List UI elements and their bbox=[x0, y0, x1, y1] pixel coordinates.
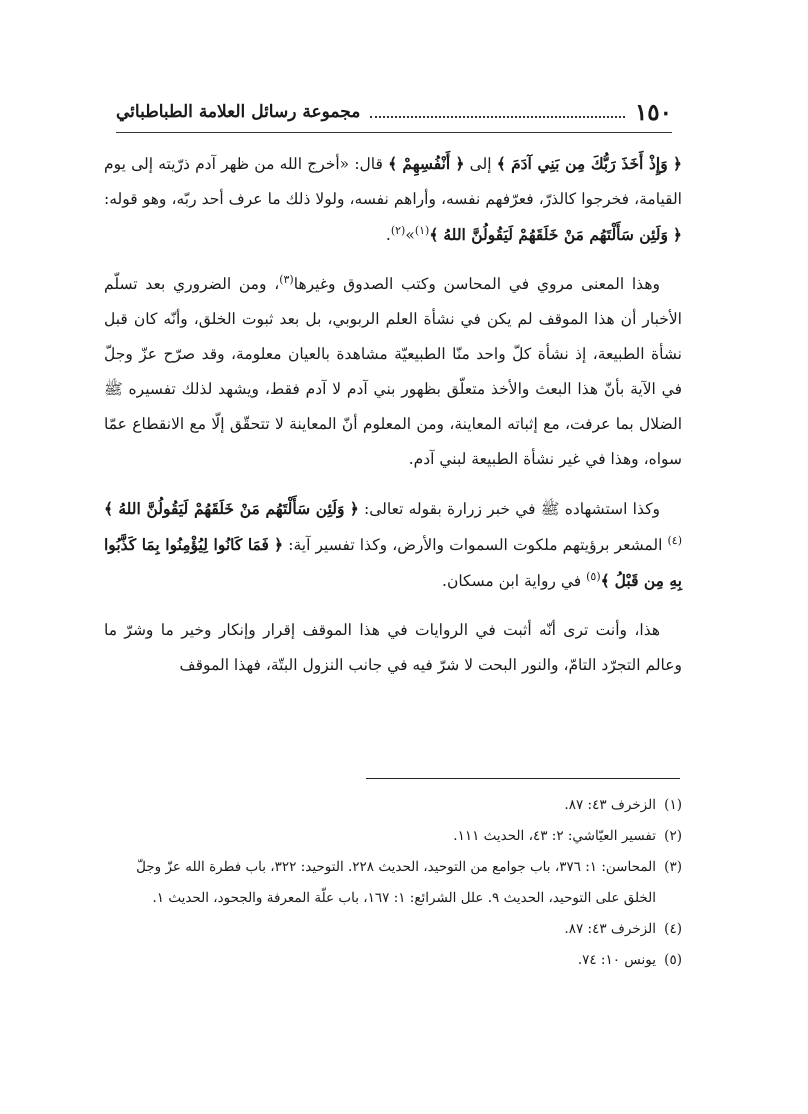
footnote-text: الزخرف ٤٣: ٨٧. bbox=[564, 797, 656, 813]
paragraph-3 bbox=[104, 491, 682, 599]
main-text bbox=[104, 146, 682, 697]
footnote-divider bbox=[366, 778, 680, 779]
footnote-item bbox=[104, 945, 682, 976]
quran-close-brace: ﴾ bbox=[600, 571, 610, 590]
quran-close-brace: ﴾ bbox=[388, 154, 398, 173]
quran-open-brace: ﴿ bbox=[672, 154, 682, 173]
paragraph-2 bbox=[104, 267, 682, 477]
footnote-ref[interactable]: (١) bbox=[414, 223, 430, 237]
footnote-text: تفسير العيّاشي: ٢: ٤٣، الحديث ١١١. bbox=[453, 828, 656, 844]
quran-open-brace: ﴿ bbox=[274, 535, 284, 554]
text-span: » bbox=[405, 226, 415, 244]
page-header bbox=[116, 92, 672, 133]
quran-verse: أَنْفُسِهِمْ bbox=[402, 154, 451, 173]
quran-verse: وَلَئِن سَأَلْتَهُم مَنْ خَلَقَهُمْ لَيَقُولُنَّ اللهُ bbox=[118, 499, 345, 518]
page-number: ١٥٠ bbox=[634, 98, 672, 126]
quran-close-brace: ﴾ bbox=[429, 225, 439, 244]
text-span: هذا، وأنت ترى أنّه أثبت في الروايات في هذا الموقف إقرار وإنكار وخير ما وشرّ ما وعالم التجرّد التامّ، والنور البحت لا شرّ فيه في جانب النزول البتّة، فهذا الموقف bbox=[104, 621, 682, 674]
footnote-ref[interactable]: (٥) bbox=[586, 569, 601, 583]
text-span: إلى bbox=[469, 155, 492, 173]
quran-open-brace: ﴿ bbox=[349, 499, 359, 518]
running-title: مجموعة رسائل العلامة الطباطبائي bbox=[116, 102, 361, 122]
text-span: في رواية ابن مسكان. bbox=[442, 572, 582, 590]
text-span: قال: «أخرج الله من ظهر آدم ذرّيته إلى يوم القيامة، فخرجوا كالذرّ، فعرّفهم نفسه، وأراهم نفسه، ولولا ذلك ما عرف أحد ربّه، وهو قوله: bbox=[104, 155, 682, 208]
quran-verse: وَلَئِن سَأَلْتَهُم مَنْ خَلَقَهُمْ لَيَقُولُنَّ اللهُ bbox=[443, 225, 668, 244]
footnote-item bbox=[104, 790, 682, 821]
paragraph-4 bbox=[104, 613, 682, 683]
text-span: وكذا استشهاده ﷺ في خبر زرارة بقوله تعالى: bbox=[364, 500, 660, 518]
paragraph-1 bbox=[104, 146, 682, 253]
dotted-leader bbox=[370, 106, 625, 118]
footnote-text: يونس ١٠: ٧٤. bbox=[577, 952, 656, 968]
footnote-number: (١) bbox=[664, 797, 682, 813]
quran-close-brace: ﴾ bbox=[496, 154, 506, 173]
footnote-item bbox=[104, 821, 682, 852]
footnote-ref[interactable]: (٣) bbox=[279, 272, 294, 286]
text-span: المشعر برؤيتهم ملكوت السموات والأرض، وكذا تفسير آية: bbox=[288, 536, 663, 554]
footnotes bbox=[104, 790, 682, 976]
text-span: ، ومن الضروري بعد تسلّم الأخبار أن هذا الموقف لم يكن في نشأة العلم الربوبي، بل بعد ثبوت الخلق، وأنّه كان قبل نشأة الطبيعة، إذ نشأة كلّ واحد منّا الطبيعيّة مشاهدة بالعيان معلومة، وقد صرّح عزّ وجلّ في الآية بأنّ هذا البعث والأخذ متعلّق بظهور بني آدم لا آدم فقط، ويشهد لذلك تفسيره ﷺ الضلال بما عرفت، مع إثباته المعاينة، ومن المعلوم أنّ المعاينة لا تتحقّق إلّا مع الانقطاع عمّا سواه، وهذا في غير نشأة الطبيعة لبني آدم. bbox=[104, 275, 682, 468]
quran-open-brace: ﴿ bbox=[455, 154, 465, 173]
quran-open-brace: ﴿ bbox=[672, 225, 682, 244]
footnote-text: المحاسن: ١: ٣٧٦، باب جوامع من التوحيد، الحديث ٢٢٨. التوحيد: ٣٢٢، باب فطرة الله عزّ وجلّ الخلق على التوحيد، الحديث ٩. علل الشرائع: ١: ١٦٧، باب علّة المعرفة والجحود، الحديث ١. bbox=[136, 859, 656, 906]
footnote-number: (٥) bbox=[664, 952, 682, 968]
footnote-ref[interactable]: (٤) bbox=[667, 533, 683, 547]
text-span: وهذا المعنى مروي في المحاسن وكتب الصدوق وغيرها bbox=[293, 275, 660, 293]
quran-verse: فَمَا كَانُوا لِيُؤْمِنُوا بِمَا كَذَّبُوا بِهِ مِن قَبْلُ bbox=[104, 535, 682, 590]
quran-close-brace: ﴾ bbox=[104, 499, 114, 518]
footnote-ref[interactable]: (٢) bbox=[390, 223, 406, 237]
footnote-number: (٣) bbox=[664, 859, 682, 875]
footnote-number: (٢) bbox=[664, 828, 682, 844]
footnote-item bbox=[104, 852, 682, 914]
footnote-item bbox=[104, 914, 682, 945]
footnote-number: (٤) bbox=[664, 921, 682, 937]
text-span: . bbox=[385, 226, 391, 244]
footnote-text: الزخرف ٤٣: ٨٧. bbox=[564, 921, 656, 937]
quran-verse: وَإِذْ أَخَذَ رَبُّكَ مِن بَنِي آدَمَ bbox=[511, 154, 668, 173]
